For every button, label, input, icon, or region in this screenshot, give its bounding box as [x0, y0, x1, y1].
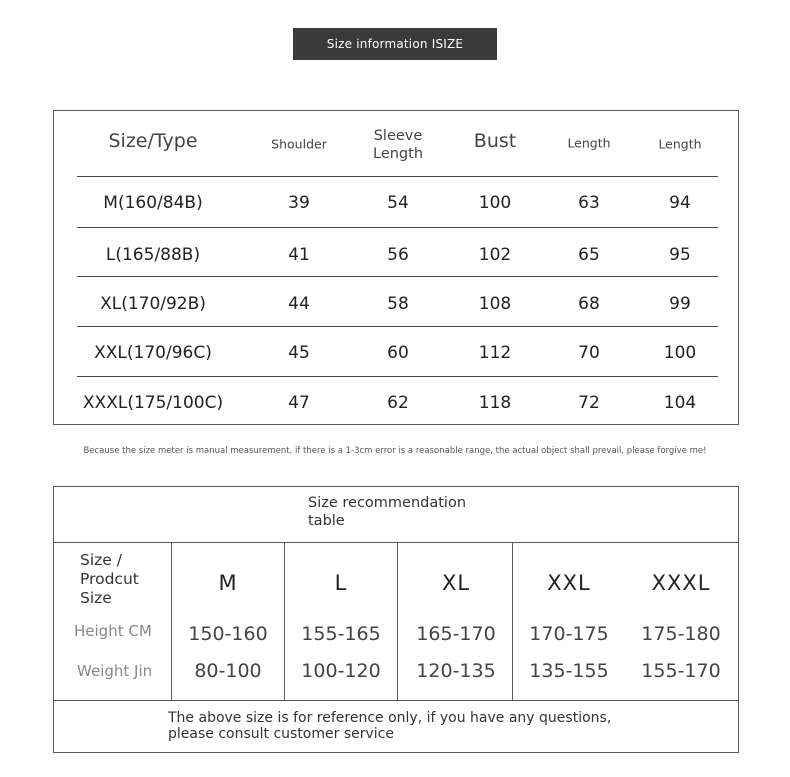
- size-table-cell: 60: [387, 343, 409, 363]
- size-table-cell: 62: [387, 393, 409, 413]
- size-table-rule: [77, 326, 718, 327]
- size-table-cell: 39: [288, 193, 310, 213]
- rec-size: XL: [441, 571, 471, 595]
- size-table-cell: 104: [663, 393, 697, 413]
- size-table-cell: 41: [288, 245, 310, 265]
- size-table-cell: 102: [478, 245, 512, 265]
- size-table-row-label: XXL(170/96C): [94, 343, 212, 363]
- rec-height: 165-170: [416, 623, 496, 645]
- size-table-cell: 58: [387, 294, 409, 314]
- measurement-note: Because the size meter is manual measurement, if there is a 1-3cm error is a reasonable range, the actual object shall prevail, please forgive me!: [83, 446, 707, 456]
- size-table-cell: 65: [578, 245, 600, 265]
- size-info-banner: Size information ISIZE: [293, 28, 497, 60]
- rec-divider-bottom: [53, 700, 739, 701]
- rec-col-divider: [171, 542, 172, 700]
- row-label-weight: Weight Jin: [77, 662, 153, 680]
- reference-footer: The above size is for reference only, if you have any questions, please consult customer service: [168, 710, 612, 742]
- size-table-cell: 94: [669, 193, 691, 213]
- rec-col-divider: [284, 542, 285, 700]
- rec-height: 155-165: [301, 623, 381, 645]
- size-table-cell: 118: [478, 393, 512, 413]
- size-table-rule: [77, 376, 718, 377]
- size-table-cell: 108: [478, 294, 512, 314]
- size-table-header: Sleeve Length: [372, 128, 424, 162]
- size-table-cell: 45: [288, 343, 310, 363]
- recommendation-title: Size recommendation table: [308, 495, 467, 529]
- size-table-row-label: XL(170/92B): [100, 294, 206, 314]
- size-table-rule: [77, 176, 718, 177]
- size-table-cell: 63: [578, 193, 600, 213]
- rec-weight: 80-100: [194, 660, 262, 682]
- size-table-row-label: XXXL(175/100C): [82, 393, 224, 413]
- rec-size: L: [334, 571, 348, 595]
- size-table-cell: 95: [669, 245, 691, 265]
- rec-weight: 155-170: [641, 660, 721, 682]
- size-table-header: Bust: [473, 130, 517, 152]
- size-table-cell: 112: [478, 343, 512, 363]
- rec-size: XXXL: [651, 571, 711, 595]
- rec-col-divider: [512, 542, 513, 700]
- size-table-cell: 100: [663, 343, 697, 363]
- row-label-size: Size / Prodcut Size: [80, 551, 139, 607]
- size-table-cell: 100: [478, 193, 512, 213]
- size-table-cell: 72: [578, 393, 600, 413]
- size-table-row-label: L(165/88B): [105, 245, 201, 265]
- size-table-cell: 54: [387, 193, 409, 213]
- size-table-header: Length: [567, 135, 611, 151]
- rec-divider-top: [53, 542, 739, 543]
- size-table-rule: [77, 227, 718, 228]
- size-table-cell: 68: [578, 294, 600, 314]
- size-table-cell: 99: [669, 294, 691, 314]
- rec-size: XXL: [547, 571, 591, 595]
- size-table-cell: 70: [578, 343, 600, 363]
- rec-size: M: [218, 571, 238, 595]
- row-label-height: Height CM: [74, 622, 152, 640]
- size-table-cell: 56: [387, 245, 409, 265]
- size-table-cell: 44: [288, 294, 310, 314]
- size-table-header: Shoulder: [271, 136, 327, 152]
- rec-height: 150-160: [188, 623, 268, 645]
- rec-height: 175-180: [641, 623, 721, 645]
- rec-weight: 100-120: [301, 660, 381, 682]
- size-table-header: Size/Type: [108, 130, 198, 152]
- rec-col-divider: [397, 542, 398, 700]
- rec-height: 170-175: [529, 623, 609, 645]
- rec-weight: 120-135: [416, 660, 496, 682]
- rec-weight: 135-155: [529, 660, 609, 682]
- size-table-cell: 47: [288, 393, 310, 413]
- size-table-rule: [77, 276, 718, 277]
- size-table-header: Length: [658, 136, 702, 152]
- size-table-row-label: M(160/84B): [103, 193, 203, 213]
